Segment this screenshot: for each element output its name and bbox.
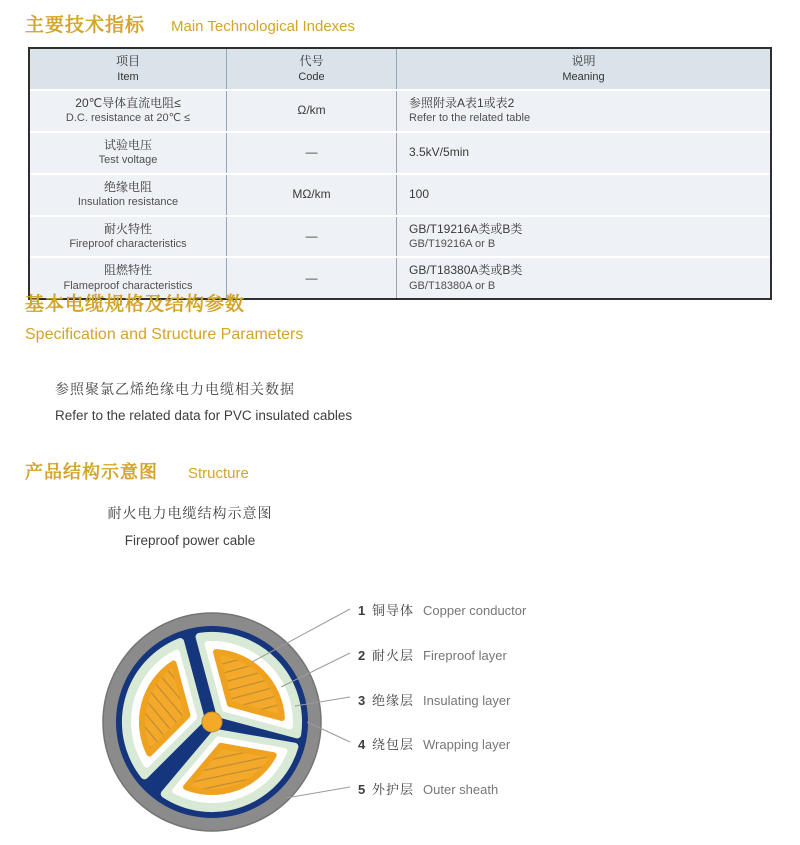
legend-label-zh: 绕包层	[372, 737, 415, 752]
diagram-caption	[40, 503, 340, 548]
item-en: Flameproof characteristics	[63, 280, 193, 293]
spec-note-en: Refer to the related data for PVC insulated cables	[55, 408, 353, 423]
diagram-caption-en: Fireproof power cable	[124, 533, 256, 548]
cell-item	[30, 91, 226, 131]
section-title-en: Main Technological Indexes	[171, 18, 356, 35]
legend-item-wrapping-layer	[358, 734, 510, 750]
code-value: —	[305, 228, 318, 243]
diagram-caption-zh: 耐火电力电缆结构示意图	[107, 505, 273, 521]
legend-number: 5	[358, 782, 366, 797]
section-title-zh: 主要技术指标	[25, 15, 146, 36]
cell-meaning	[396, 91, 770, 131]
legend-item-copper-conductor	[358, 600, 526, 616]
header-code-zh: 代号	[299, 54, 324, 68]
meaning-zh: 3.5kV/5min	[409, 144, 470, 159]
meaning-en: Refer to the related table	[409, 112, 531, 125]
legend-label-en: Outer sheath	[423, 782, 499, 797]
meaning-en: GB/T18380A or B	[409, 280, 496, 293]
header-code-en: Code	[298, 70, 325, 83]
header-meaning-en: Meaning	[562, 70, 605, 83]
table-row-test-voltage	[30, 133, 770, 173]
center-filler-dot	[202, 712, 222, 732]
meaning-zh: 参照附录A表1或表2	[409, 95, 515, 110]
legend-label-en: Wrapping layer	[423, 737, 511, 752]
spec-title-zh: 基本电缆规格及结构参数	[25, 294, 246, 315]
legend-label-zh: 绝缘层	[372, 693, 415, 708]
header-cell-code	[226, 49, 396, 89]
header-cell-meaning	[396, 49, 770, 89]
header-cell-item	[30, 49, 226, 89]
legend-label-zh: 耐火层	[372, 648, 415, 663]
legend-number: 1	[358, 603, 366, 618]
legend-item-insulating-layer	[358, 690, 510, 706]
table-header-row	[30, 49, 770, 89]
legend-number: 2	[358, 648, 366, 663]
code-value: —	[305, 270, 318, 285]
section-title-specification	[25, 289, 303, 344]
structure-title-en: Structure	[188, 465, 249, 482]
meaning-zh: GB/T18380A类或B类	[409, 263, 523, 278]
legend-number: 4	[358, 737, 366, 752]
table-row-dc-resistance	[30, 91, 770, 131]
item-en: Insulation resistance	[77, 196, 179, 209]
cell-item	[30, 133, 226, 173]
cell-meaning	[396, 217, 770, 257]
cell-code	[226, 133, 396, 173]
legend-label-zh: 外护层	[372, 782, 415, 797]
section-title-tech-indexes	[25, 10, 355, 37]
cable-cross-section-diagram	[0, 580, 800, 845]
cell-code	[226, 91, 396, 131]
tech-indexes-table	[28, 47, 772, 300]
item-zh: 阻燃特性	[103, 263, 152, 278]
item-zh: 20℃导体直流电阻≤	[75, 95, 181, 110]
code-value: Ω/km	[297, 103, 326, 118]
code-value: MΩ/km	[292, 186, 331, 201]
section-title-structure	[25, 458, 249, 484]
item-zh: 耐火特性	[103, 221, 152, 236]
legend-number: 3	[358, 693, 366, 708]
item-zh: 试验电压	[103, 137, 152, 152]
cell-meaning	[396, 133, 770, 173]
spec-note	[55, 379, 352, 423]
spec-title-en: Specification and Structure Parameters	[25, 326, 304, 343]
cell-code	[226, 217, 396, 257]
legend-item-fireproof-layer	[358, 645, 507, 661]
table-row-fireproof	[30, 217, 770, 257]
cell-code	[226, 175, 396, 215]
item-en: D.C. resistance at 20℃ ≤	[65, 112, 191, 125]
code-value: —	[305, 144, 318, 159]
header-meaning-zh: 说明	[571, 54, 596, 68]
legend-label-en: Copper conductor	[423, 603, 527, 618]
cell-item	[30, 175, 226, 215]
structure-title-zh: 产品结构示意图	[25, 462, 158, 482]
legend-label-en: Insulating layer	[423, 693, 511, 708]
meaning-en: GB/T19216A or B	[409, 238, 496, 251]
cell-meaning	[396, 258, 770, 298]
item-en: Fireproof characteristics	[69, 238, 187, 251]
item-zh: 绝缘电阻	[103, 179, 152, 194]
legend-label-en: Fireproof layer	[423, 648, 507, 663]
header-item-zh: 项目	[115, 54, 140, 68]
table-row-insulation-resistance	[30, 175, 770, 215]
cell-item	[30, 217, 226, 257]
meaning-zh: 100	[409, 186, 430, 201]
cell-meaning	[396, 175, 770, 215]
header-item-en: Item	[117, 70, 139, 83]
meaning-zh: GB/T19216A类或B类	[409, 221, 523, 236]
item-en: Test voltage	[98, 154, 158, 167]
spec-note-zh: 参照聚氯乙烯绝缘电力电缆相关数据	[55, 381, 295, 397]
legend-item-outer-sheath	[358, 779, 498, 795]
legend-label-zh: 铜导体	[372, 603, 415, 618]
